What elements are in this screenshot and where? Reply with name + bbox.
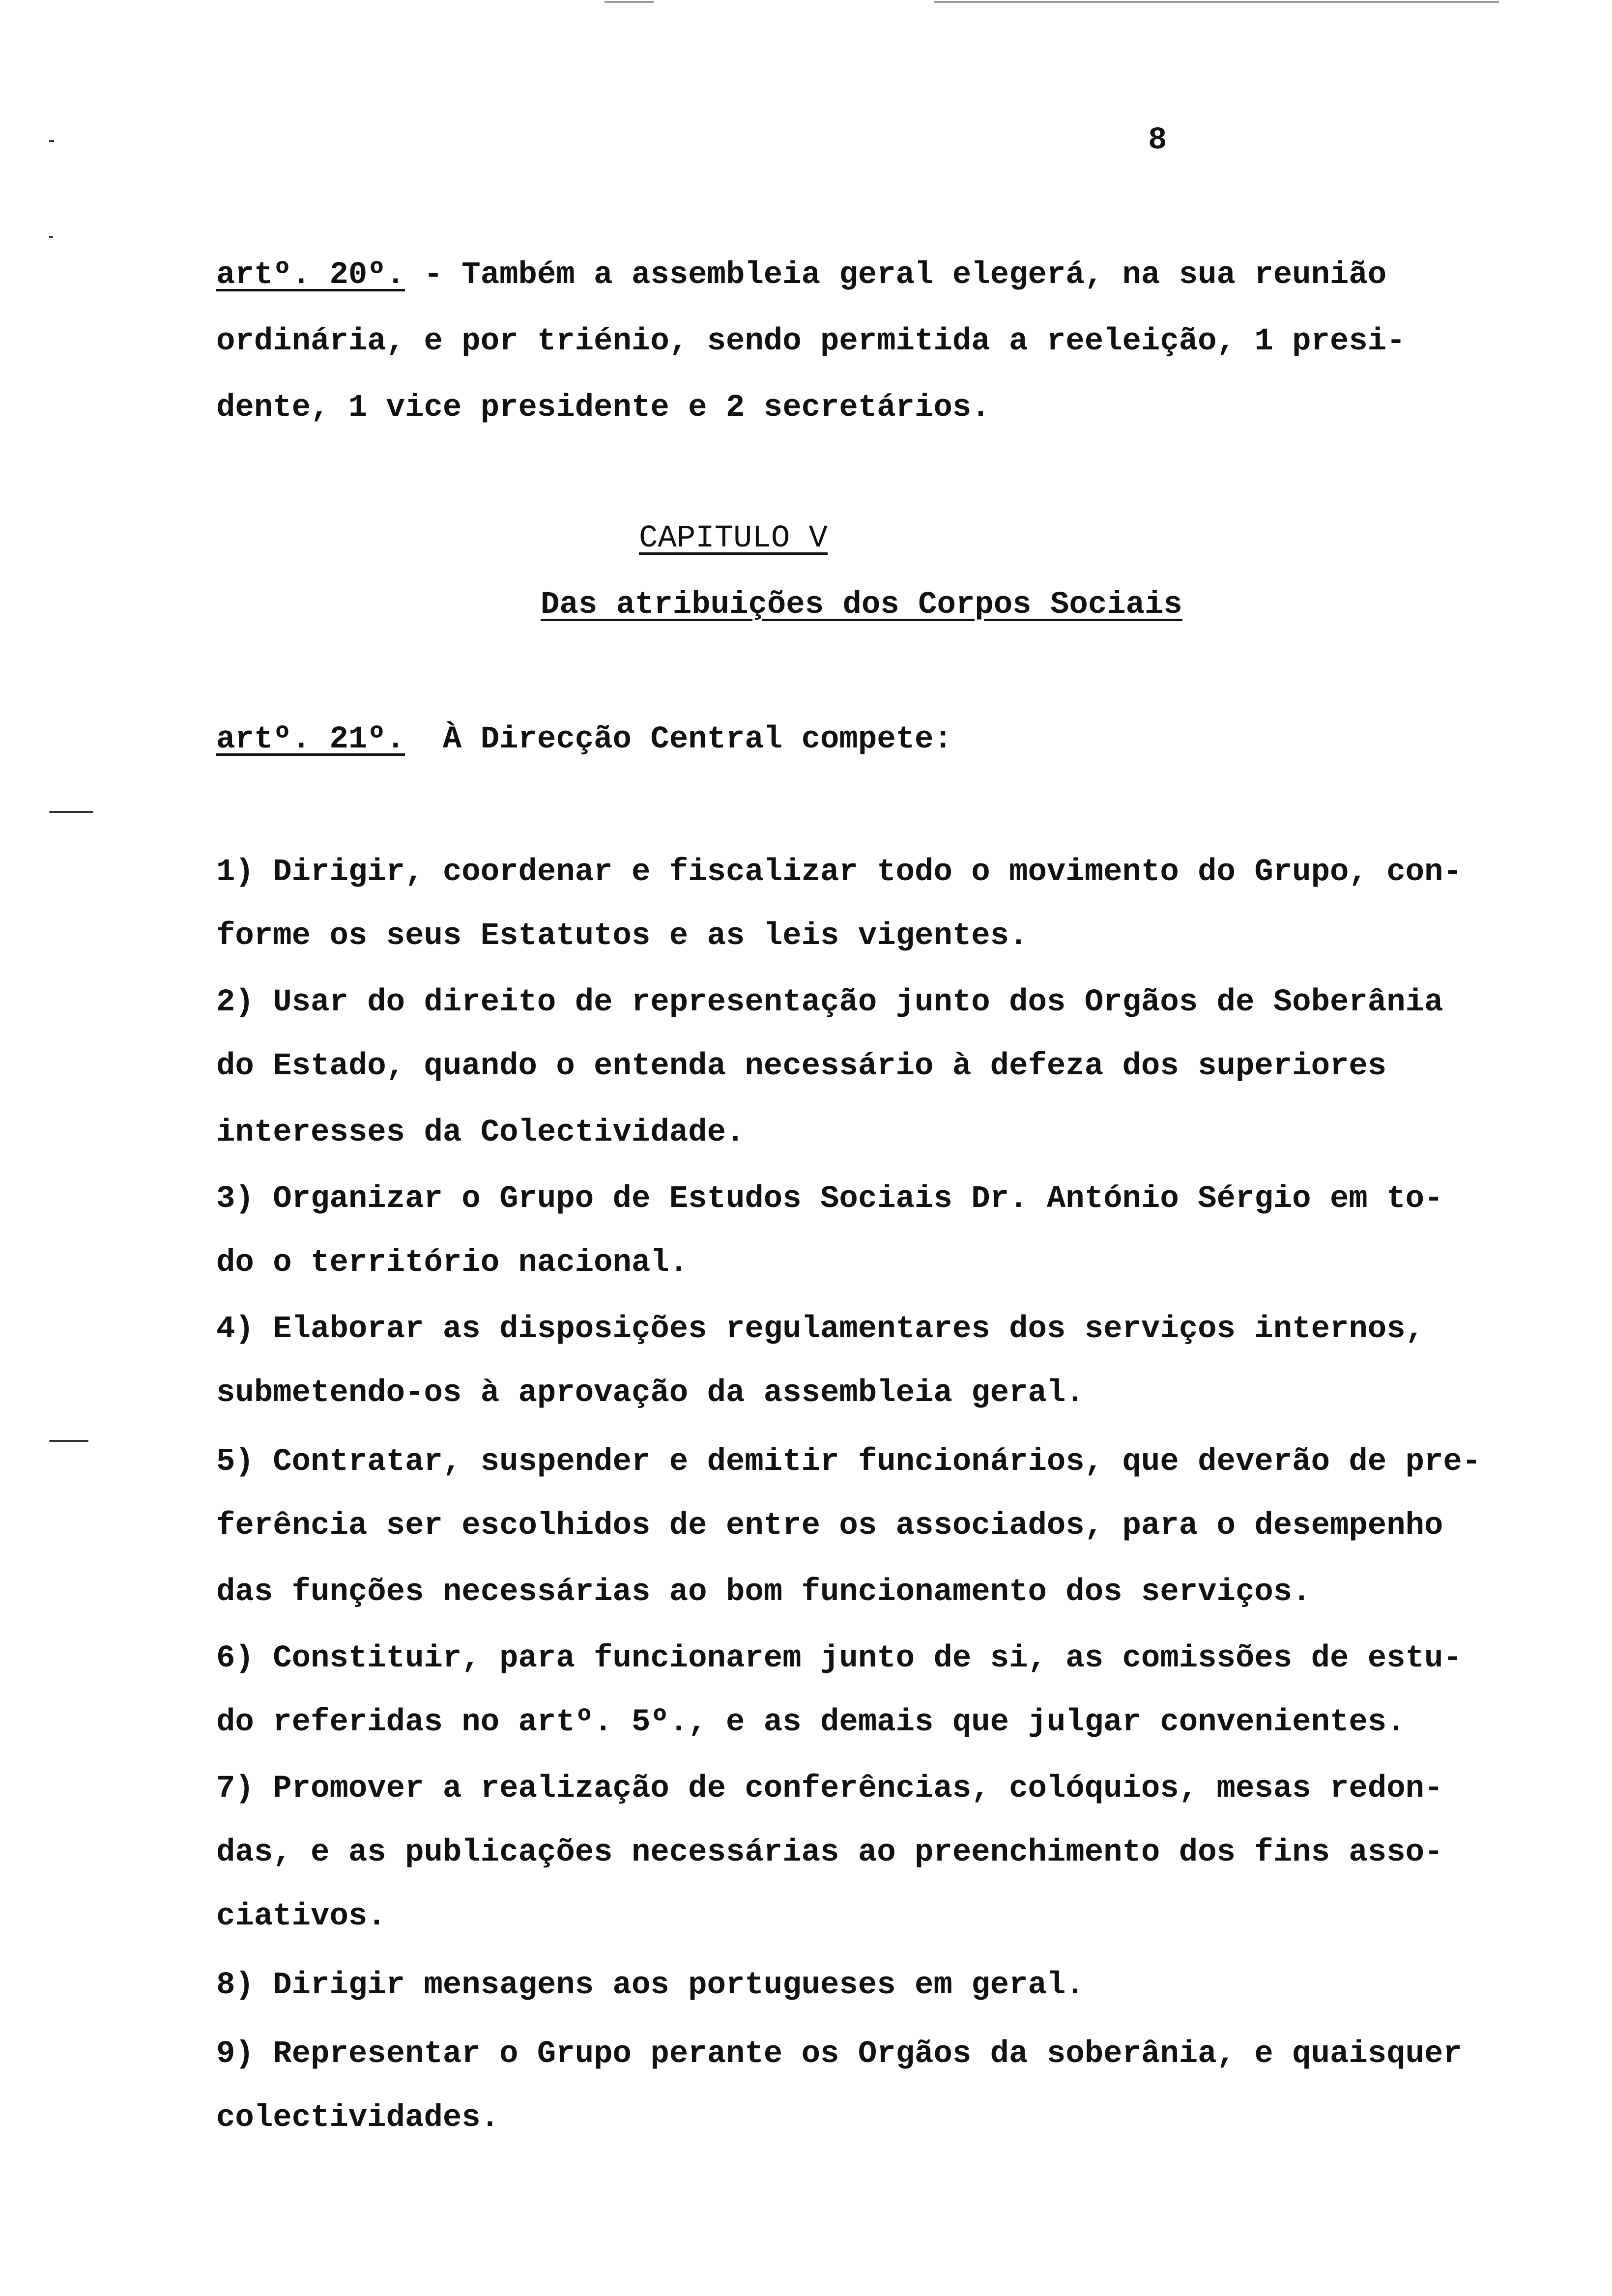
- margin-mark: [49, 236, 53, 238]
- margin-mark: [49, 140, 54, 142]
- list-item-line: das, e as publicações necessárias ao preenchimento dos fins asso-: [216, 1835, 1443, 1870]
- list-item-line: do o território nacional.: [216, 1245, 689, 1281]
- art20-text-1: - Também a assembleia geral elegerá, na sua reunião: [405, 258, 1387, 293]
- page-number: 8: [1148, 123, 1167, 158]
- list-item-line: 4) Elaborar as disposições regulamentares dos serviços internos,: [216, 1312, 1424, 1347]
- list-item-line: forme os seus Estatutos e as leis vigentes.: [216, 918, 1028, 954]
- margin-mark: [49, 1440, 88, 1442]
- list-item-line: submetendo-os à aprovação da assembleia geral.: [216, 1376, 1085, 1411]
- scan-artifact-line: [604, 1, 654, 3]
- art21-label: artº. 21º.: [216, 722, 405, 757]
- list-item-line: 1) Dirigir, coordenar e fiscalizar todo o movimento do Grupo, con-: [216, 855, 1462, 890]
- list-item-line: ferência ser escolhidos de entre os associados, para o desempenho: [216, 1508, 1443, 1544]
- list-item-line: 2) Usar do direito de representação junto dos Orgãos de Soberânia: [216, 985, 1443, 1020]
- list-item-line: 9) Representar o Grupo perante os Orgãos da soberânia, e quaisquer: [216, 2037, 1462, 2072]
- art20-label: artº. 20º.: [216, 258, 405, 293]
- list-item-line: 7) Promover a realização de conferências, colóquios, mesas redon-: [216, 1771, 1443, 1807]
- list-item-line: interesses da Colectividade.: [216, 1115, 745, 1150]
- list-item-line: colectividades.: [216, 2100, 500, 2136]
- margin-mark: [49, 811, 93, 813]
- scan-artifact-line: [934, 1, 1499, 3]
- list-item-line: 3) Organizar o Grupo de Estudos Sociais Dr. António Sérgio em to-: [216, 1181, 1443, 1217]
- list-item-line: 8) Dirigir mensagens aos portugueses em geral.: [216, 1968, 1085, 2003]
- list-item-line: do Estado, quando o entenda necessário à defeza dos superiores: [216, 1049, 1387, 1084]
- art20-line-1: [216, 256, 1386, 295]
- art20-line-3: dente, 1 vice presidente e 2 secretários.: [216, 390, 990, 426]
- chapter-subtitle: Das atribuições dos Corpos Sociais: [541, 587, 1182, 623]
- list-item-line: das funções necessárias ao bom funcionamento dos serviços.: [216, 1575, 1311, 1610]
- chapter-title: CAPITULO V: [639, 521, 828, 556]
- list-item-line: 5) Contratar, suspender e demitir funcionários, que deverão de pre-: [216, 1444, 1481, 1480]
- list-item-line: 6) Constituir, para funcionarem junto de si, as comissões de estu-: [216, 1641, 1462, 1676]
- list-item-line: do referidas no artº. 5º., e as demais que julgar convenientes.: [216, 1705, 1406, 1740]
- art21-intro: À Direcção Central compete:: [442, 722, 952, 757]
- art21-line: [216, 720, 952, 759]
- list-item-line: ciativos.: [216, 1899, 386, 1934]
- art20-line-2: ordinária, e por triénio, sendo permitida a reeleição, 1 presi-: [216, 324, 1406, 359]
